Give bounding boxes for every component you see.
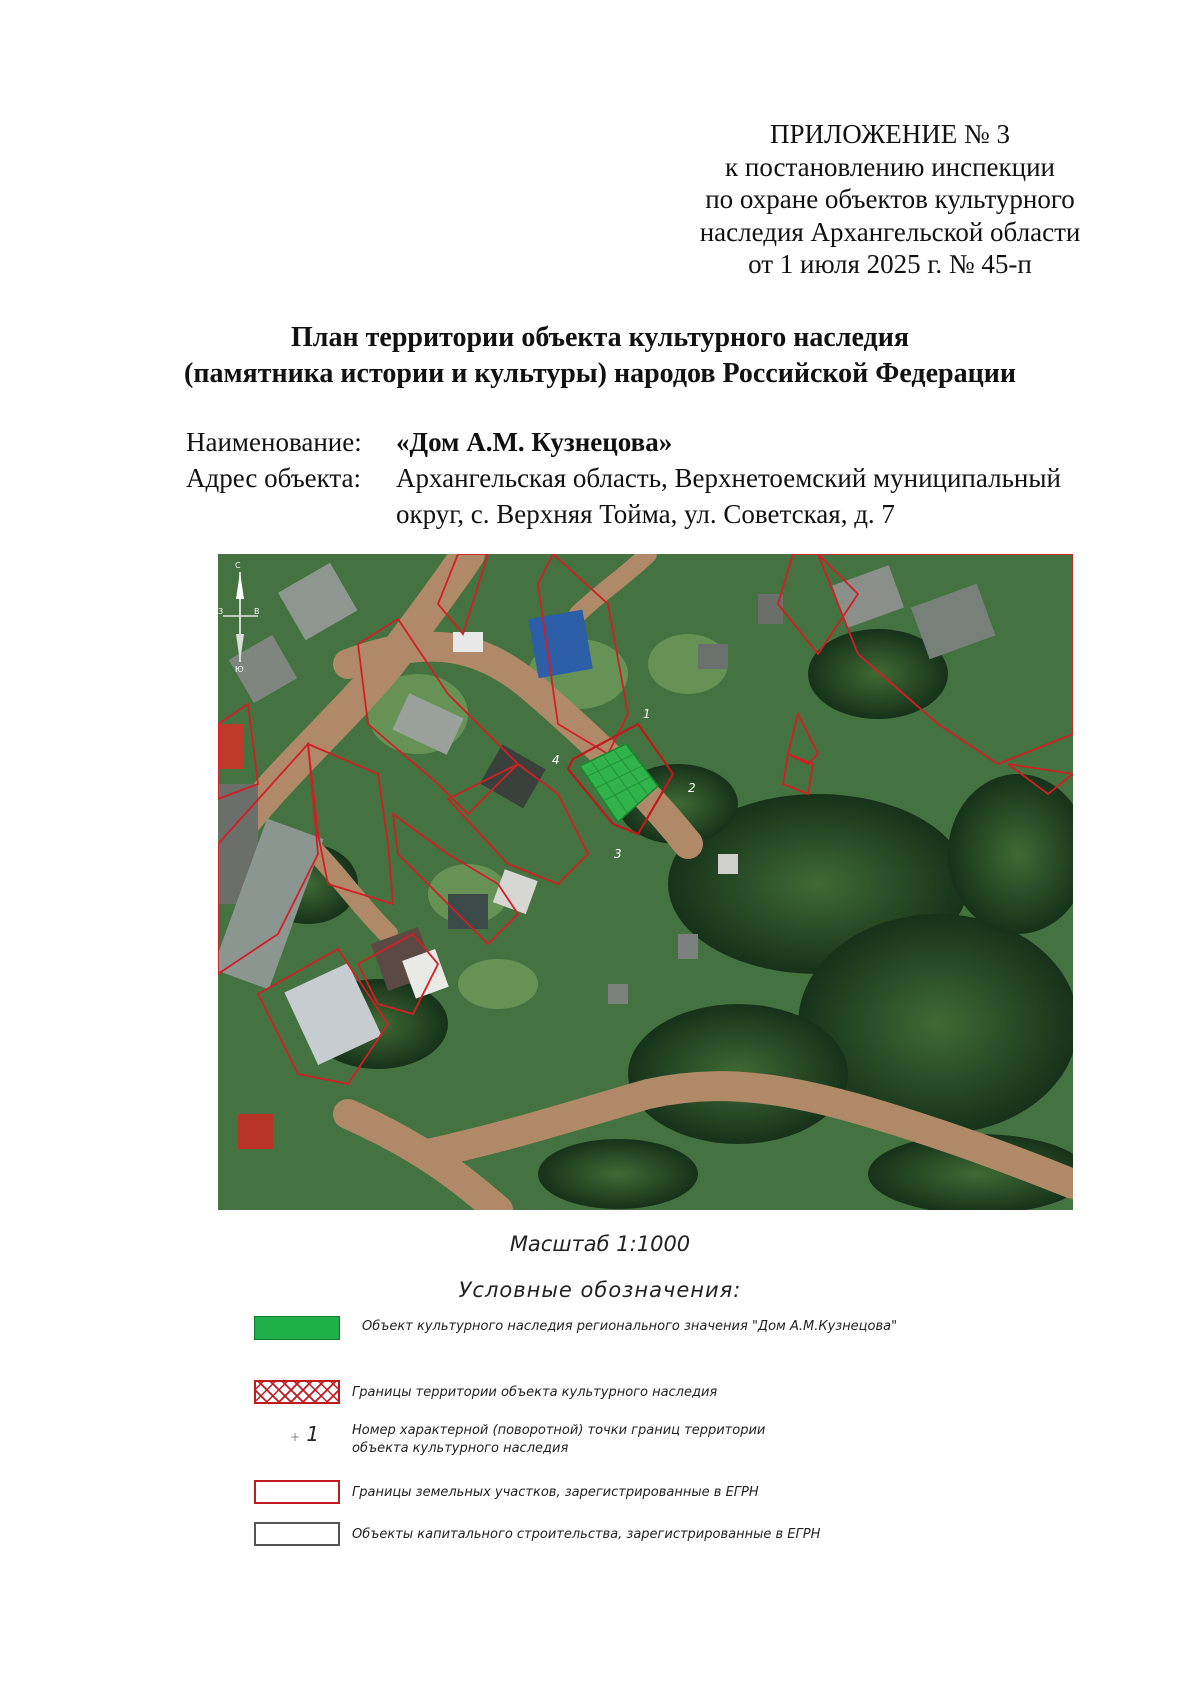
legend-point-number: 1 — [306, 1422, 320, 1446]
compass-west-label: З — [218, 607, 224, 616]
point-marker-icon: + — [290, 1430, 301, 1444]
object-address-label: Адрес объекта: — [186, 463, 362, 493]
legend-item-buildings: Объекты капитального строительства, зарегистрированные в ЕГРН — [352, 1527, 821, 1542]
legend-item-land-plots: Границы земельных участков, зарегистрированные в ЕГРН — [352, 1485, 759, 1500]
object-name-label: Наименование: — [186, 427, 362, 457]
appendix-date: от 1 июля 2025 г. № 45-п — [748, 249, 1032, 279]
page-title-line: (памятника истории и культуры) народов Российской Федерации — [184, 358, 1016, 389]
appendix-line: к постановлению инспекции — [725, 151, 1055, 182]
map-canvas — [218, 554, 1073, 1210]
object-info — [186, 424, 1101, 532]
legend-title: Условные обозначения: — [458, 1278, 742, 1302]
legend-item-turning-point: Номер характерной (поворотной) точки границ территории объекта культурного наследия — [352, 1423, 766, 1456]
map-scale: Масштаб 1:1000 — [509, 1232, 691, 1256]
legend-swatch-buildings — [254, 1522, 340, 1546]
legend-point-symbol — [290, 1422, 319, 1446]
compass-east-label: В — [254, 607, 260, 616]
appendix-line: по охране объектов культурного — [705, 184, 1075, 214]
object-address-row — [186, 460, 1101, 532]
appendix-header — [680, 118, 1100, 281]
object-name-row — [186, 424, 1101, 460]
legend-swatch-territory — [254, 1380, 340, 1404]
aerial-map — [218, 554, 1073, 1210]
legend-item-territory: Границы территории объекта культурного наследия — [352, 1385, 718, 1400]
page-title — [0, 320, 1200, 392]
appendix-number: ПРИЛОЖЕНИЕ № 3 — [769, 119, 1011, 149]
legend-item-heritage-object: Объект культурного наследия регионального значения "Дом А.М.Кузнецова" — [362, 1319, 898, 1334]
page-title-line: План территории объекта культурного наследия — [291, 322, 909, 353]
object-address-value: Архангельская область, Верхнетоемский муниципальный округ, с. Верхняя Тойма, ул. Советская, д. 7 — [396, 463, 1061, 529]
point-label-3: 3 — [614, 847, 622, 861]
object-name-value: «Дом А.М. Кузнецова» — [396, 427, 673, 457]
appendix-line: наследия Архангельской области — [699, 216, 1081, 247]
compass-south-label: Ю — [235, 665, 244, 674]
legend-swatch-heritage-object — [254, 1316, 340, 1340]
compass-north-label: С — [235, 561, 241, 570]
point-label-4: 4 — [552, 753, 560, 767]
point-label-1: 1 — [643, 707, 651, 721]
point-label-2: 2 — [688, 781, 696, 795]
legend-swatch-land-plots — [254, 1480, 340, 1504]
